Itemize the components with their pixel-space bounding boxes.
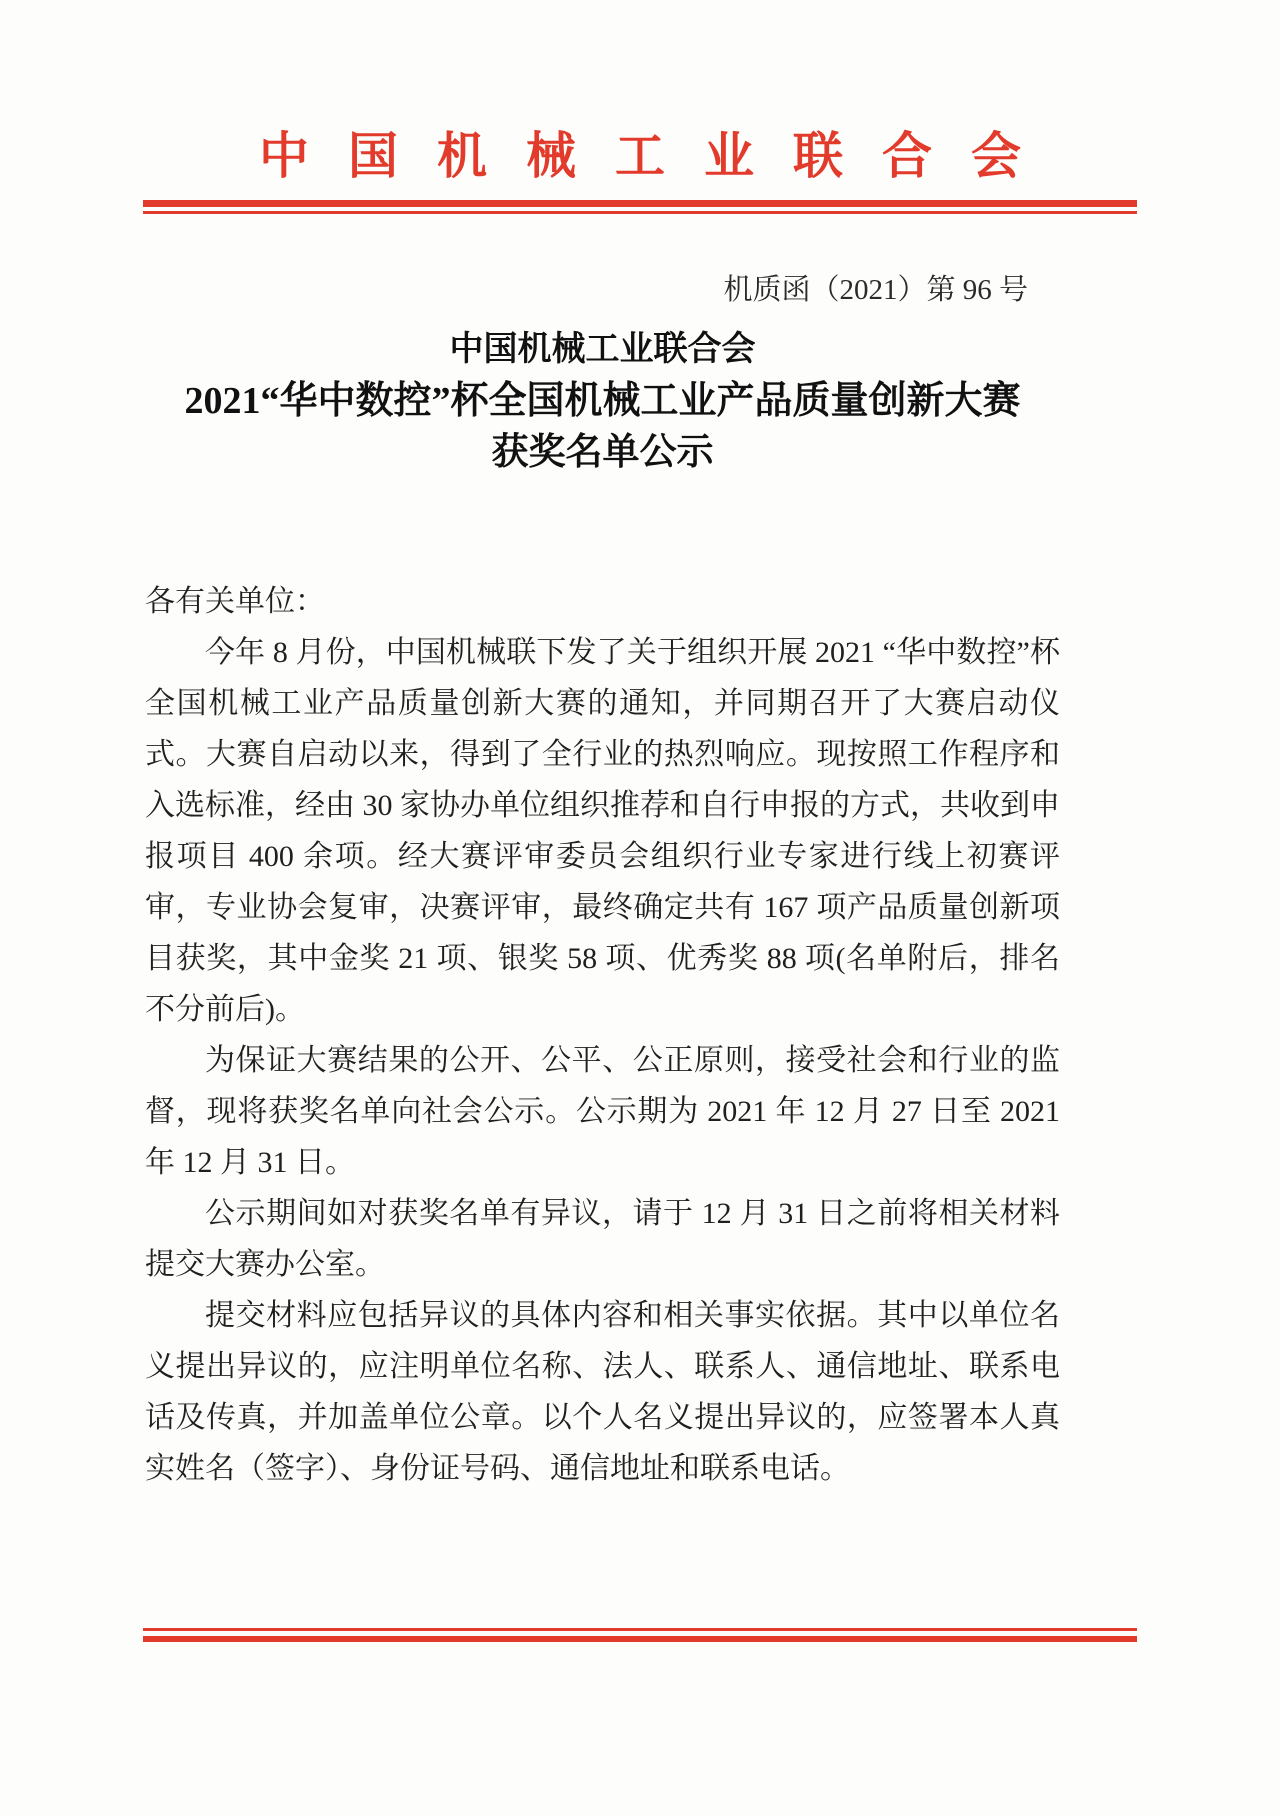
body-paragraph: 提交材料应包括异议的具体内容和相关事实依据。其中以单位名义提出异议的，应注明单位名称、法人、联系人、通信地址、联系电话及传真，并加盖单位公章。以个人名义提出异议的，应签署本人真实姓名（签字）、身份证号码、通信地址和联系电话。 [145, 1299, 1060, 1485]
body-paragraph: 为保证大赛结果的公开、公平、公正原则，接受社会和行业的监督，现将获奖名单向社会公示。公示期为 2021 年 12 月 27 日至 2021 年 12 月 31 日。 [145, 1044, 1060, 1179]
document-title [145, 326, 1060, 478]
body-paragraph: 今年 8 月份，中国机械联下发了关于组织开展 2021 “华中数控”杯全国机械工业产品质量创新大赛的通知，并同期召开了大赛启动仪式。大赛自启动以来，得到了全行业的热烈响应。现按照工作程序和入选标准，经由 30 家协办单位组织推荐和自行申报的方式，共收到申报项目 400 余项。经大赛评审委员会组织行业专家进行线上初赛评审，专业协会复审，决赛评审，最终确定共有 167 项产品质量创新项目获奖，其中金奖 21 项、银奖 58 项、优秀奖 88 项(名单附后，排名不分前后)。 [145, 636, 1060, 1026]
body-paragraph: 公示期间如对获奖名单有异议，请于 12 月 31 日之前将相关材料提交大赛办公室。 [145, 1197, 1060, 1281]
document-body [145, 576, 1060, 1494]
document-title-line2: 2021“华中数控”杯全国机械工业产品质量创新大赛 [184, 380, 1021, 422]
footer-divider [143, 1628, 1137, 1642]
letterhead-org-name: 中国机械工业联合会 [259, 128, 1060, 184]
footer-divider-thick-line [143, 1636, 1137, 1642]
document-title-line3: 获奖名单公示 [491, 432, 714, 473]
document-title-line1: 中国机械工业联合会 [449, 331, 756, 368]
letterhead-divider [143, 200, 1137, 214]
letterhead-divider-thick-line [143, 200, 1137, 207]
salutation: 各有关单位： [145, 585, 325, 618]
letterhead-divider-thin-line [143, 211, 1137, 214]
doc-number: 机质函（2021）第 96 号 [723, 274, 1028, 306]
